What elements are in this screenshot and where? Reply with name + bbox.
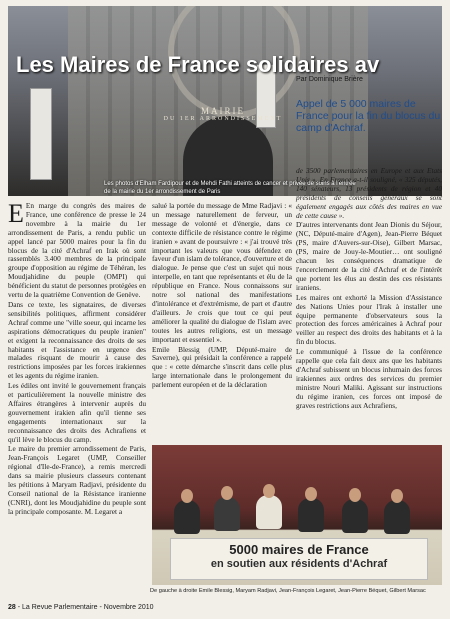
paragraph: Les édiles ont invité le gouvernement français et particulièrement la nouvelle ministre des Affaires étrangères à intervenir auprès du gouvernement irakien afin qu'il tienne ses engagements internationaux sur la reconnaissance des droits des Achrafiens et qu'il lève le blocus du camp. [8, 381, 146, 444]
person [214, 497, 240, 531]
conference-photo-caption: De gauche à droite Emile Blessig, Maryam Radjavi, Jean-François Legaret, Jean-Pierre Béquet, Gilbert Marsac [150, 588, 426, 594]
paragraph: de 3500 parlementaires en Europe et aux Etats Unis ». En France a-t-il souligné, « 325 députés, 140 sénateurs, 13 présidents de région et 40 présidents de conseils généraux se sont également engagés aux côtés des maires en vue de cette cause ». [296, 166, 442, 220]
column-1 [8, 199, 146, 518]
building-sign-line1: MAIRIE [201, 106, 245, 116]
banner-line1: 5000 maires de France [229, 542, 369, 557]
column-2 [152, 202, 292, 391]
person-head [305, 487, 317, 501]
column-3 [296, 167, 442, 411]
paragraph: Le communiqué à l'issue de la conférence rappelle que cela fait deux ans que les habitants d'Achraf subissent un blocus inhumain des forces irakiennes aux ordres des services du premier ministre Nouri Maliki. Agissant sur instructions du régime iranien, ces forces ont imposé de graves restrictions aux Achrafiens, [296, 347, 442, 410]
person [256, 495, 282, 529]
article-headline: Les Maires de France solidaires av [16, 52, 380, 77]
article-intro: Appel de 5 000 maires de France pour la fin du blocus du camp d'Achraf. [296, 98, 441, 134]
building-sign [143, 106, 303, 122]
person-head [263, 484, 275, 498]
paragraph: salué la portée du message de Mme Radjavi : « un message naturellement de ferveur, un message de volonté et d'énergie, dans ce contexte difficile de résistance contre le régime iranien » avant de poursuivre : « j'ai trouvé très important les valeurs que vous défendez en faveur d'un islam de tolérance, d'ouverture et de dialogue. Je pense que c'est un sujet qui nous interpelle, en tant que représentants et élu de la république en France. Nous connaissons sur notre sol national des manifestations d'intolérance et d'extrémisme, de part et d'autre d'ailleurs. Je crois que tout ce qui peut améliorer la qualité du dialogue de l'islam avec toutes les autres religions, est un message important et essentiel ». [152, 201, 292, 344]
page-number: 28 [8, 604, 16, 611]
paragraph: D'autres intervenants dont Jean Dionis du Séjour, (NC, Député-maire d'Agen), Jean-Pierre Béquet (PS, maire d'Auvers-sur-Oise), Gilbert Marsac, (PS, maire de Jouy-le-Moutier… ont souligné chacun les conséquences dramatique de l'encerclement de la cité d'Achraf et de l'intérêt que portent les élus au destin des ces résistants iraniens. [296, 220, 442, 292]
conference-photo [152, 445, 442, 585]
person-head [221, 486, 233, 500]
person-head [391, 489, 403, 503]
byline: Par Dominique Brière [296, 76, 363, 83]
page-footer [8, 604, 308, 611]
publication-name: - La Revue Parlementaire - Novembre 2010 [17, 604, 154, 611]
paragraph: Dans ce texte, les signataires, de diverses sensibilités politiques, affirment considérer Achraf comme une "ville soeur, qui incarne les aspirations démocratiques du peuple iranien" et exigent la reconnaissance des droits de ses habitants et l'assistance en urgence des malades risquant de mourir à cause des restrictions imposées par les forces irakiennes et les agents du régime iranien. [8, 299, 146, 381]
paragraph: Emile Blessig (UMP, Député-maire de Saverne), qui présidait la conférence a rappelé que : « cette démarche s'inscrit dans celle plus large internationale dans le prolongement du parlement européen et de la déclaration [152, 344, 292, 390]
paragraph-text: En marge du congrès des maires de France, une conférence de presse le 24 novembre à la mairie du 1er arrondissement de Paris, a rendu public un appel lancé par 5000 maires pour la fin du blocus de la cité d'Achraf en Irak où sont rassemblés 3.400 membres de la principale groupe d'opposition au régime de Téhéran, les Moudjahidine du peuple (OMPI) qui bénéficient du statut de personnes protégées en vertu de la quatrième Convention de Genève. [8, 201, 146, 300]
drop-cap: E [8, 199, 24, 228]
portrait-banner-left [30, 88, 52, 180]
building-sign-line2: DU 1ER ARRONDISSEMENT [163, 116, 283, 122]
person [174, 500, 200, 534]
conference-banner [170, 538, 428, 580]
person [298, 498, 324, 532]
person-head [181, 489, 193, 503]
person [342, 499, 368, 533]
person-head [349, 488, 361, 502]
header-photo-caption: Les photos d'Elham Fardipour et de Mehdi Fathi atteints de cancer et privée de soins à l'entrée de la mairie du 1er arrondissement de Paris [104, 181, 356, 195]
paragraph: Les maires ont exhorté la Mission d'Assistance des Nations Unies pour l'Irak à installer une équipe permanente d'observateurs sous la protection des forces américaines à Achraf pour veiller au respect des droits des habitants et à la fin du blocus. [296, 292, 442, 347]
paragraph: Le maire du premier arrondissement de Paris, Jean-François Legaret (UMP, Conseiller régional d'Ile-de-France), a remis mercredi dans sa mairie plusieurs classeurs contenant les pétitions à Maryam Radjavi, présidente du Conseil national de la Résistance iranienne (CNRI), dont les Moudjahidine du peuple sont la principale composante. M. Legaret a [8, 444, 146, 516]
person [384, 500, 410, 534]
paragraph [8, 199, 146, 300]
banner-line2: en soutien aux résidents d'Achraf [210, 558, 388, 570]
